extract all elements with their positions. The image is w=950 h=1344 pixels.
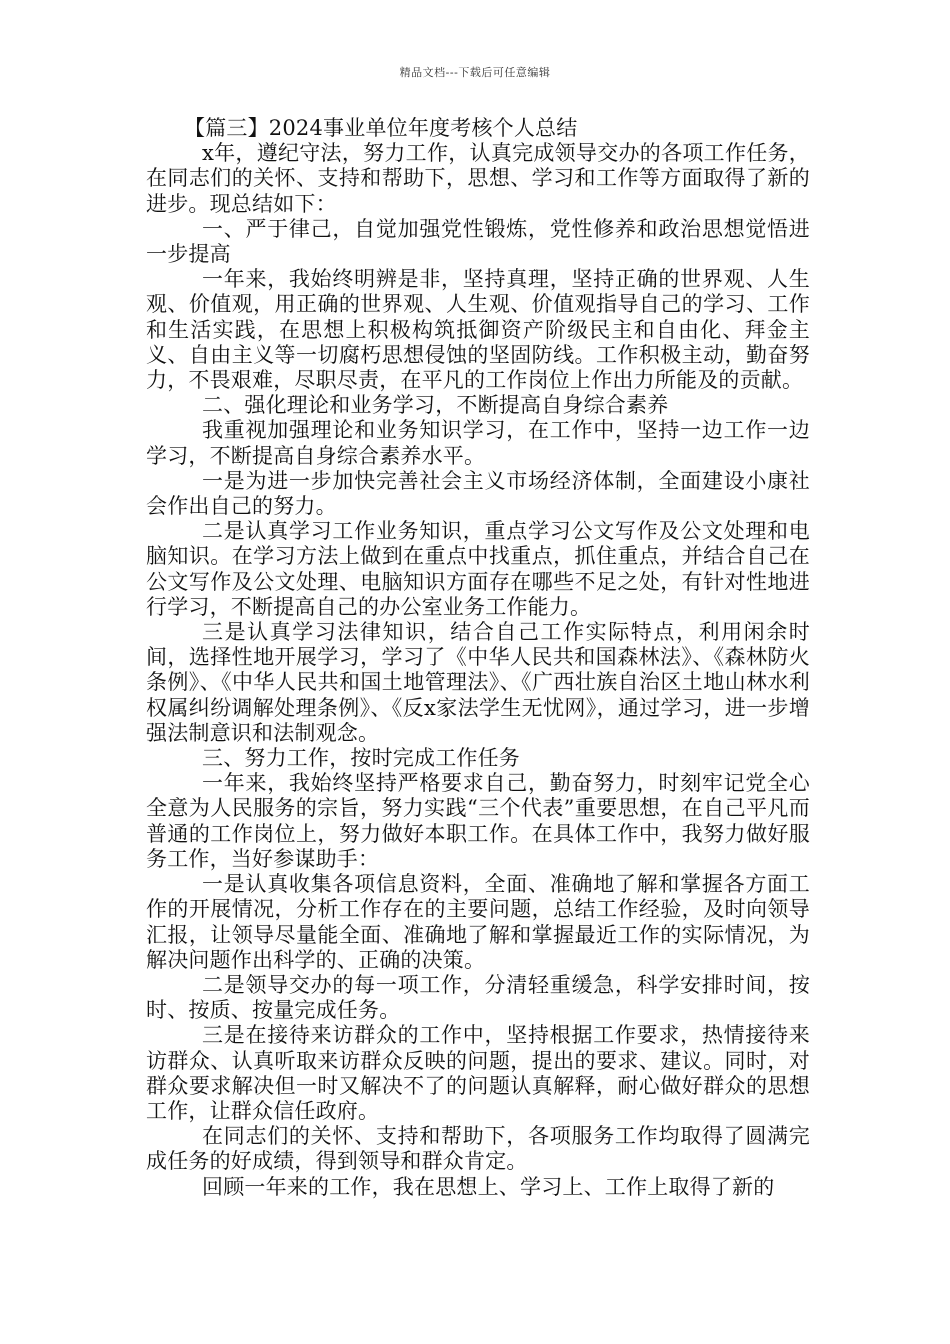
paragraph: 一年来，我始终坚持严格要求自己，勤奋努力，时刻牢记党全心全意为人民服务的宗旨，努力实践“三个代表”重要思想，在自己平凡而普通的工作岗位上，努力做好本职工作。在具体工作中，我努力做好服务工作，当好参谋助手： [146, 771, 810, 871]
document-title: 【篇三】2024事业单位年度考核个人总结 [184, 116, 578, 140]
paragraph: 二是领导交办的每一项工作，分清轻重缓急，科学安排时间，按时、按质、按量完成任务。 [146, 972, 810, 1023]
paragraph: 回顾一年来的工作，我在思想上、学习上、工作上取得了新的 [202, 1174, 775, 1199]
paragraph: 一年来，我始终明辨是非，坚持真理，坚持正确的世界观、人生观、价值观，用正确的世界观、人生观、价值观指导自己的学习、工作和生活实践，在思想上积极构筑抵御资产阶级民主和自由化、拜金主义、自由主义等一切腐朽思想侵蚀的坚固防线。工作积极主动，勤奋努力，不畏艰难，尽职尽责，在平凡的工作岗位上作出力所能及的贡献。 [146, 267, 810, 393]
document-body [146, 116, 810, 1200]
section-heading-2: 二、强化理论和业务学习，不断提高自身综合素养 [202, 393, 669, 418]
paragraph: 三是在接待来访群众的工作中，坚持根据工作要求，热情接待来访群众、认真听取来访群众反映的问题，提出的要求、建议。同时，对群众要求解决但一时又解决不了的问题认真解释，耐心做好群众的思想工作，让群众信任政府。 [146, 1023, 810, 1123]
paragraph: 一是为进一步加快完善社会主义市场经济体制，全面建设小康社会作出自己的努力。 [146, 468, 810, 519]
paragraph: 我重视加强理论和业务知识学习，在工作中，坚持一边工作一边学习，不断提高自身综合素养水平。 [146, 418, 810, 468]
paragraph: 三是认真学习法律知识，结合自己工作实际特点，利用闲余时间，选择性地开展学习，学习了《中华人民共和国森林法》、《森林防火条例》、《中华人民共和国土地管理法》、《广西壮族自治区土地山林水利权属纠纷调解处理条例》、《反x家法学生无忧网》，通过学习，进一步增强法制意识和法制观念。 [146, 620, 810, 745]
paragraph: 在同志们的关怀、支持和帮助下，各项服务工作均取得了圆满完成任务的好成绩，得到领导和群众肯定。 [146, 1124, 810, 1174]
paragraph: 一是认真收集各项信息资料，全面、准确地了解和掌握各方面工作的开展情况，分析工作存在的主要问题，总结工作经验，及时向领导汇报，让领导尽量能全面、准确地了解和掌握最近工作的实际情况，为解决问题作出科学的、正确的决策。 [146, 872, 810, 972]
page-header-watermark: 精品文档---下载后可任意编辑 [399, 66, 551, 79]
section-heading-1: 一、严于律己，自觉加强党性锻炼，党性修养和政治思想觉悟进一步提高 [146, 216, 810, 267]
section-heading-3: 三、努力工作，按时完成工作任务 [202, 746, 520, 771]
paragraph-intro: x年，遵纪守法，努力工作，认真完成领导交办的各项工作任务，在同志们的关怀、支持和帮助下，思想、学习和工作等方面取得了新的进步。现总结如下： [146, 141, 810, 216]
paragraph: 二是认真学习工作业务知识，重点学习公文写作及公文处理和电脑知识。在学习方法上做到在重点中找重点，抓住重点，并结合自己在公文写作及公文处理、电脑知识方面存在哪些不足之处，有针对性地进行学习，不断提高自己的办公室业务工作能力。 [146, 519, 810, 619]
